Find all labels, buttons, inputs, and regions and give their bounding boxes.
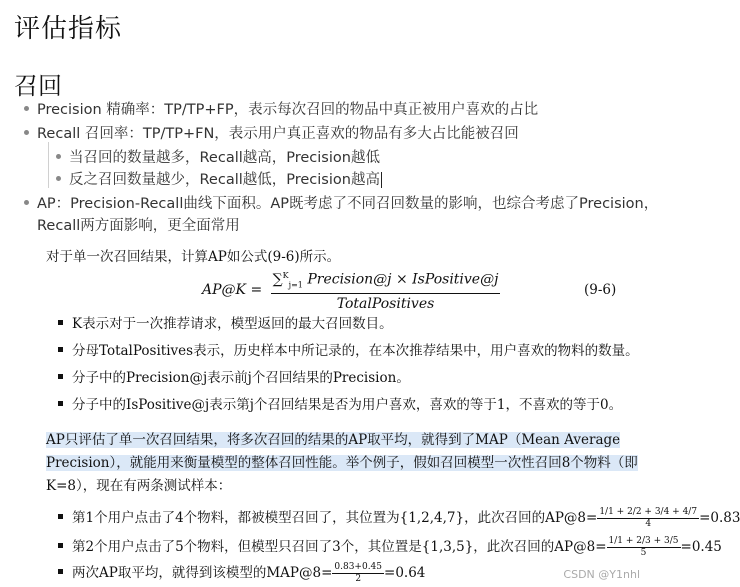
sum-upper: K: [282, 271, 289, 280]
list-item: [58, 312, 393, 332]
formula-num-text: Precision@j × IsPositive@j: [307, 271, 499, 288]
formula-9-6: [202, 268, 500, 312]
example-2: [58, 535, 722, 559]
example-3: [58, 561, 425, 585]
bullet-dot: [24, 130, 29, 135]
bullet-text-sub1: 当召回的数量越多，Recall越高，Precision越低: [69, 150, 380, 166]
paragraph-line-3: K=8），现在有两条测试样本：: [46, 478, 232, 494]
example-3-fraction: [332, 562, 384, 585]
bullet-text-ap-line1: AP：Precision-Recall曲线下面积。AP既考虑了不同召回数量的影响，也综合考虑了Precision，: [37, 196, 659, 212]
example-1-numerator: 1/1 + 2/2 + 3/4 + 4/7: [599, 507, 698, 517]
example-2-result: =0.45: [680, 539, 722, 555]
example-2-text: 第2个用户点击了5个物料，但模型只召回了3个，其位置是{1,3,5}，此次召回的AP@8=: [72, 539, 607, 555]
bullet-text-precision: Precision 精确率：TP/TP+FP，表示每次召回的物品中真正被用户喜欢的占比: [37, 102, 539, 118]
bullet-dot: [24, 200, 29, 205]
nested-list-guide: [48, 142, 49, 188]
bullet-text-ap-line2: Recall两方面影响，更全面常用: [37, 218, 240, 234]
page-title: 评估指标: [14, 14, 123, 44]
list-item[interactable]: [56, 168, 382, 189]
item-text-denominator: 分母TotalPositives表示，历史样本中所记录的，在本次推荐结果中，用户喜欢的物料的数量。: [72, 343, 639, 359]
example-3-denominator: 2: [355, 574, 362, 584]
sum-symbol: ∑: [272, 271, 283, 288]
list-item: [24, 122, 519, 143]
text-cursor: [381, 172, 382, 188]
square-bullet: [58, 347, 63, 352]
square-bullet: [58, 320, 63, 325]
bullet-text-recall: Recall 召回率：TP/TP+FN，表示用户真正喜欢的物品有多大占比能被召回: [37, 126, 519, 142]
example-3-text: 两次AP取平均，就得到该模型的MAP@8=: [72, 565, 333, 581]
square-bullet: [58, 374, 63, 379]
paragraph-line-1: AP只评估了单一次召回结果，将多次召回的结果的AP取平均，就得到了MAP（Mean Average: [46, 432, 621, 448]
list-item: [58, 393, 622, 413]
example-2-numerator: 1/1 + 2/3 + 3/5: [608, 536, 679, 546]
example-1-result: =0.83: [699, 510, 740, 526]
formula-fraction: [271, 268, 501, 312]
formula-denominator: TotalPositives: [336, 296, 435, 313]
example-2-fraction: [607, 536, 681, 559]
list-item: [24, 98, 538, 119]
example-3-numerator: 0.83+0.45: [334, 562, 383, 572]
list-item: [58, 339, 639, 359]
item-text-ispositive: 分子中的IsPositive@j表示第j个召回结果是否为用户喜欢，喜欢的等于1，不喜欢的等于0。: [72, 397, 623, 413]
item-text-precision: 分子中的Precision@j表示前j个召回结果的Precision。: [72, 370, 410, 386]
square-bullet: [58, 401, 63, 406]
square-bullet: [58, 543, 63, 548]
list-item: [58, 366, 410, 386]
bullet-dot: [24, 106, 29, 111]
section-heading: 召回: [14, 72, 62, 100]
bullet-dot: [56, 154, 61, 159]
example-1-text: 第1个用户点击了4个物料，都被模型召回了，其位置为{1,2,4,7}，此次召回的AP@8=: [72, 510, 598, 526]
list-item: [56, 146, 380, 167]
paragraph-line-2: Precision），就能用来衡量模型的整体召回性能。举个例子，假如召回模型一次性召回8个物料（即: [46, 455, 638, 471]
list-item: [24, 192, 658, 213]
example-1-fraction: [597, 507, 699, 530]
item-text-k: K表示对于一次推荐请求，模型返回的最大召回数目。: [72, 316, 393, 332]
formula-number: (9-6): [584, 282, 617, 298]
bullet-dot: [56, 176, 61, 181]
example-3-result: =0.64: [384, 565, 426, 581]
bullet-text-sub2[interactable]: 反之召回数量越少，Recall越低，Precision越高: [69, 172, 380, 188]
formula-lhs: AP@K =: [202, 282, 263, 299]
square-bullet: [58, 514, 63, 519]
sum-lower: j=1: [288, 280, 303, 290]
formula-numerator: [271, 268, 501, 294]
example-1-denominator: 4: [645, 519, 652, 529]
example-1: [58, 506, 740, 530]
watermark: CSDN @Y1nhl: [563, 568, 640, 581]
example-2-denominator: 5: [640, 548, 647, 558]
square-bullet: [58, 569, 63, 574]
scan-intro: 对于单一次召回结果，计算AP如公式(9-6)所示。: [46, 249, 341, 265]
